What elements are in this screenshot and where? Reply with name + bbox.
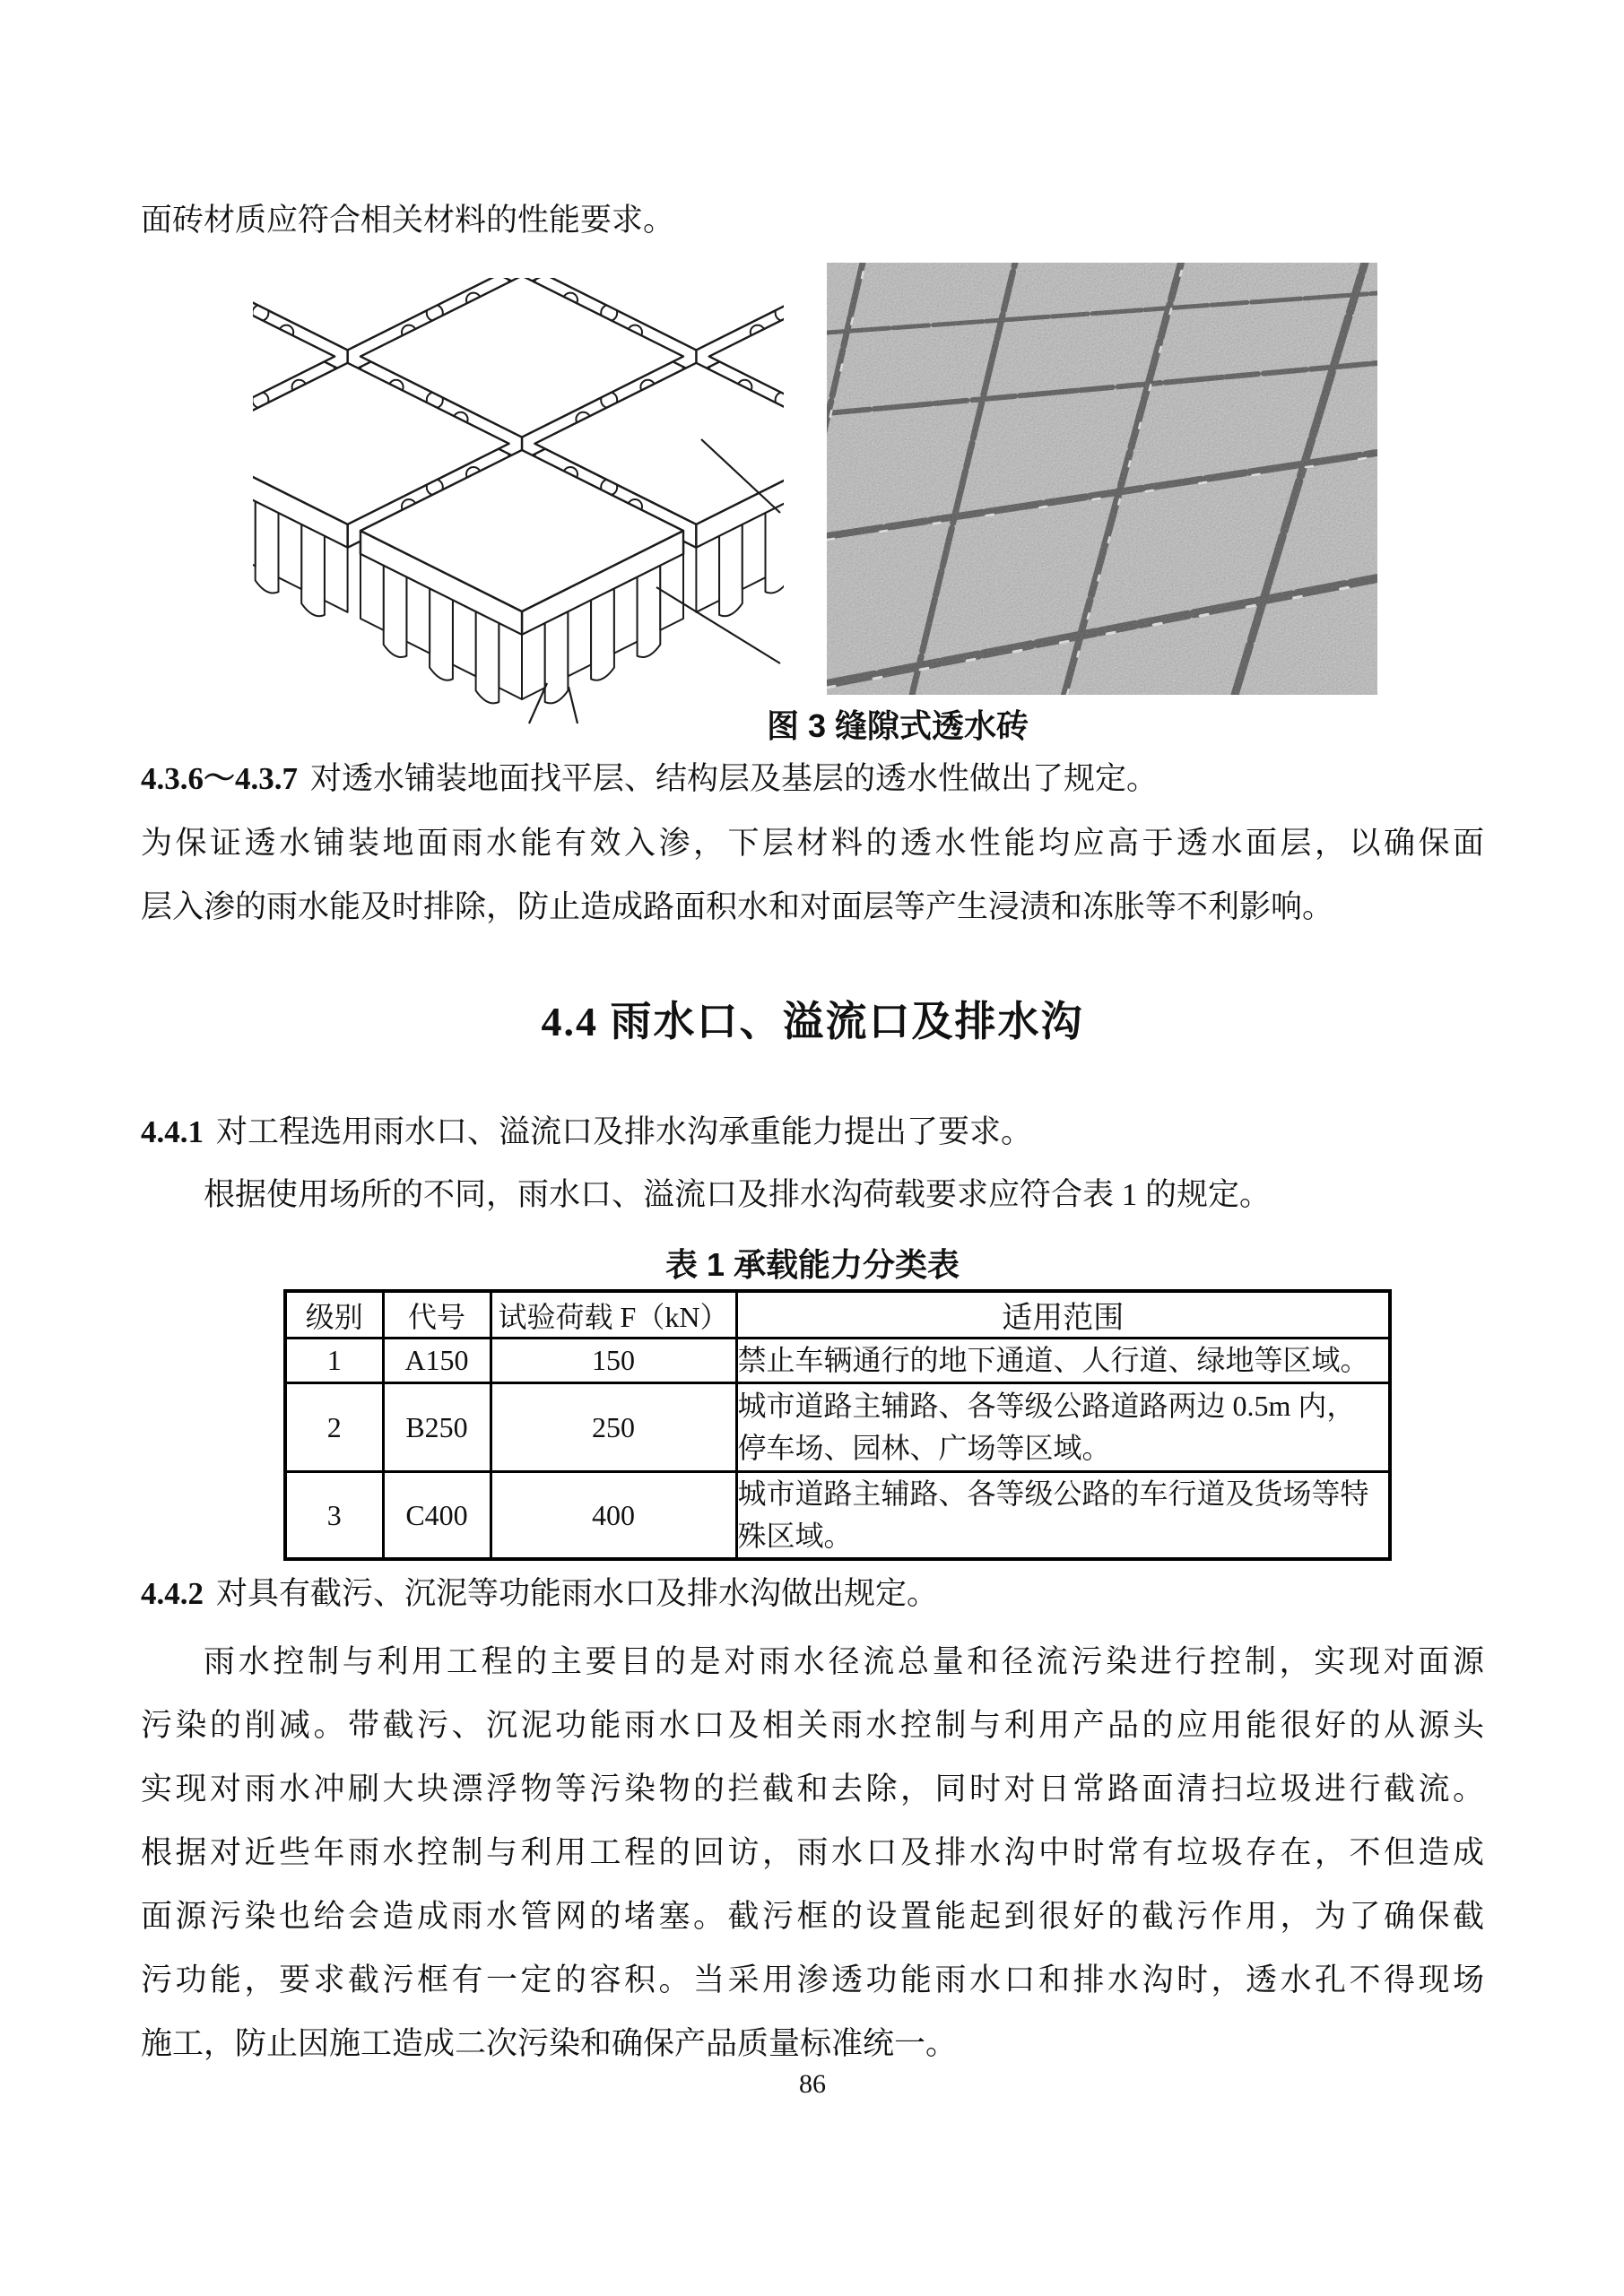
paragraph-line: 施工，防止因施工造成二次污染和确保产品质量标准统一。 [141,2026,958,2061]
paragraph-line: 为保证透水铺装地面雨水能有效入渗，下层材料的透水性能均应高于透水面层，以确保面 [141,826,1484,861]
cell-load: 150 [491,1339,736,1383]
section-number: 4.4.2 [141,1576,204,1611]
cell-scope [736,1383,1390,1472]
cell-scope [736,1339,1390,1383]
table1-load-classes [283,1289,1392,1561]
cell-load: 250 [491,1383,736,1472]
cell-code: C400 [383,1472,491,1560]
scope-line: 城市道路主辅路、各等级公路道路两边 0.5m 内， [737,1390,1356,1422]
cell-level: 1 [285,1339,383,1383]
section-text: 对透水铺装地面找平层、结构层及基层的透水性做出了规定。 [310,761,1159,796]
paragraph-line: 根据对近些年雨水控制与利用工程的回访，雨水口及排水沟中时常有垃圾存在，不但造成 [141,1835,1484,1870]
cell-level: 3 [285,1472,383,1560]
cell-level: 2 [285,1383,383,1472]
cell-load: 400 [491,1472,736,1560]
scope-line: 禁止车辆通行的地下通道、人行道、绿地等区域。 [737,1344,1369,1376]
section-4-4-2-line [141,1575,1484,1613]
cell-scope [736,1472,1390,1560]
figure3-photo [827,263,1377,695]
figure3-line-drawing [253,278,784,726]
paragraph-line: 实现对雨水冲刷大块漂浮物等污染物的拦截和去除，同时对日常路面清扫垃圾进行截流。 [141,1772,1484,1806]
page-number: 86 [799,2069,826,2099]
paragraph-line: 雨水控制与利用工程的主要目的是对雨水径流总量和径流污染进行控制，实现对面源 [204,1644,1484,1679]
section-number: 4.4.1 [141,1114,204,1149]
cell-code: B250 [383,1383,491,1472]
table-header-row [285,1291,1390,1339]
table-row [285,1383,1390,1472]
col-header-scope: 适用范围 [736,1291,1390,1339]
intro-paragraph: 面砖材质应符合相关材料的性能要求。 [141,203,675,238]
paragraph-line: 污功能，要求截污框有一定的容积。当采用渗透功能雨水口和排水沟时，透水孔不得现场 [141,1962,1484,1997]
heading-4-4: 4.4 雨水口、溢流口及排水沟 [541,999,1084,1044]
paragraph-purpose [141,1630,1484,2075]
paragraph-usage: 根据使用场所的不同，雨水口、溢流口及排水沟荷载要求应符合表 1 的规定。 [204,1177,1272,1212]
permeable-brick-diagram [253,278,784,726]
table-row [285,1339,1390,1383]
section-text: 对具有截污、沉泥等功能雨水口及排水沟做出规定。 [216,1576,939,1611]
paragraph-line: 面源污染也给会造成雨水管网的堵塞。截污框的设置能起到很好的截污作用，为了确保截 [141,1899,1484,1934]
section-4-4-1-line [141,1113,1484,1151]
paragraph-line: 污染的削减。带截污、沉泥功能雨水口及相关雨水控制与利用产品的应用能很好的从源头 [141,1708,1484,1743]
scope-line: 停车场、园林、广场等区域。 [737,1432,1111,1464]
section-text: 对工程选用雨水口、溢流口及排水沟承重能力提出了要求。 [216,1114,1033,1149]
table-row [285,1472,1390,1560]
section-4-3-6-line [141,760,1484,798]
col-header-code: 代号 [383,1291,491,1339]
figure3-caption: 图 3 缝隙式透水砖 [766,707,1029,744]
table1-title: 表 1 承载能力分类表 [664,1246,960,1283]
paragraph-infiltration [141,811,1484,939]
paving-photo [827,263,1377,695]
col-header-load: 试验荷载 F（kN） [491,1291,736,1339]
paragraph-line: 层入渗的雨水能及时排除，防止造成路面积水和对面层等产生浸渍和冻胀等不利影响。 [141,889,1334,924]
cell-code: A150 [383,1339,491,1383]
scope-line: 殊区域。 [737,1520,853,1552]
scope-line: 城市道路主辅路、各等级公路的车行道及货场等特 [737,1477,1369,1510]
section-number: 4.3.6～4.3.7 [141,761,299,796]
col-header-level: 级别 [285,1291,383,1339]
